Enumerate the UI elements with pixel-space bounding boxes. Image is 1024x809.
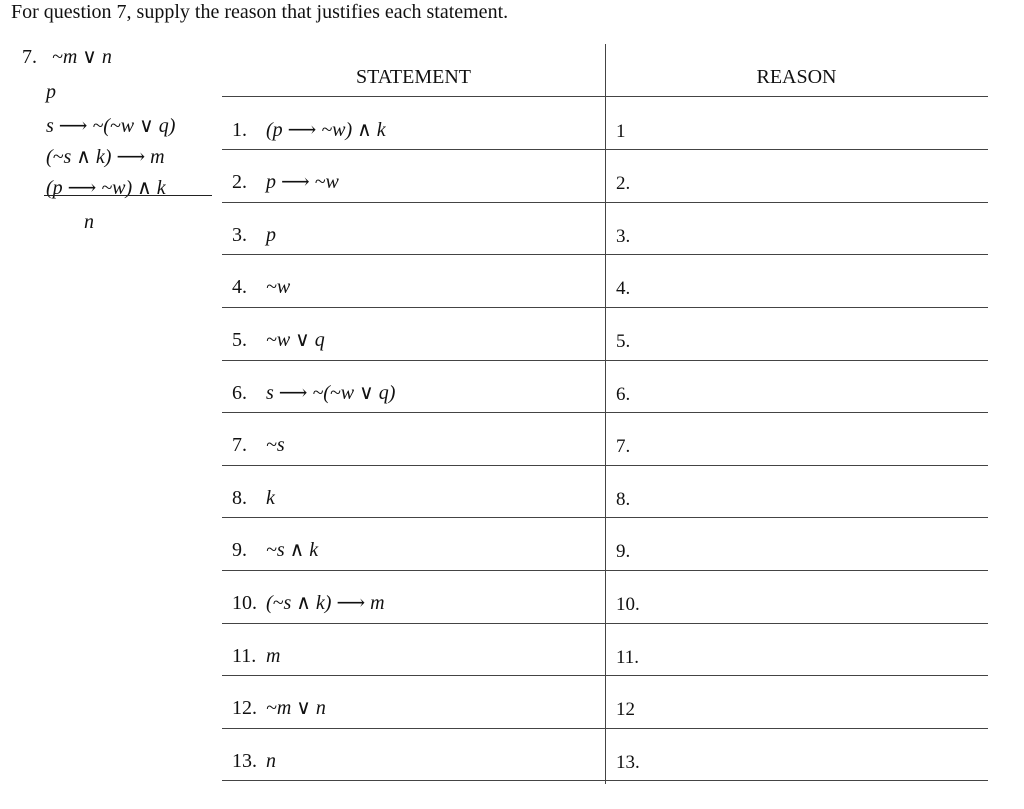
statement-number: 1. [232,118,247,141]
statement-number: 6. [232,381,247,404]
statement-cell [232,169,339,195]
statement-text: ~w ∨ q [266,329,325,351]
statement-cell [232,117,386,143]
statement-number: 10. [232,592,257,614]
statement-cell [232,327,325,353]
premise-2: p [46,81,56,103]
reason-cell[interactable]: 4. [616,278,631,300]
statement-cell [232,590,385,616]
statement-cell [232,380,395,406]
statement-text: k [266,486,275,509]
statement-number: 11. [232,644,257,667]
statement-text: s ⟶ ~(~w ∨ q) [266,381,396,404]
statement-cell [232,274,290,300]
statement-cell [232,485,275,511]
proof-table [222,44,988,784]
statement-text: n [266,749,276,772]
statement-number: 3. [232,223,247,246]
reason-cell[interactable]: 8. [616,488,631,510]
reason-cell[interactable]: 1 [616,120,626,142]
reason-cell[interactable]: 10. [616,594,640,615]
statement-cell [232,537,318,563]
conclusion-divider [44,195,212,196]
statement-cell [232,695,326,721]
statement-number: 2. [232,171,247,194]
statement-cell [232,432,285,458]
statement-text: p ⟶ ~w [266,171,339,194]
question-number-label: 7. [22,46,37,68]
statement-text: ~s [266,434,285,457]
statement-number: 12. [232,697,257,720]
statement-header: STATEMENT [355,66,472,88]
premises-block [22,44,212,244]
reason-cell[interactable]: 11. [616,646,640,668]
premise-5: (p ⟶ ~w) ∧ k [46,177,166,199]
reason-cell[interactable]: 13. [616,751,640,773]
reason-cell[interactable]: 5. [616,331,631,352]
statement-number: 13. [232,749,257,772]
reason-cell[interactable]: 9. [616,541,631,563]
statement-text: (~s ∧ k) ⟶ m [266,592,385,614]
statement-cell [232,748,276,774]
statement-number: 8. [232,486,247,509]
statement-text: m [266,644,281,667]
conclusion: n [84,211,94,233]
question-number [22,44,37,70]
statement-text: (p ⟶ ~w) ∧ k [266,118,386,141]
premise-3: s ⟶ ~(~w ∨ q) [46,115,176,137]
statement-number: 7. [232,434,247,457]
reason-cell[interactable]: 12 [616,699,635,721]
statement-cell [232,643,280,669]
statement-text: p [266,223,276,246]
column-divider [605,44,606,784]
instructions-text: For question 7, supply the reason that justifies each statement. [11,1,509,23]
statement-number: 9. [232,539,247,562]
statement-text: ~w [266,276,291,299]
premise-1: ~m ∨ n [52,46,112,68]
reason-cell[interactable]: 7. [616,436,631,458]
reason-cell[interactable]: 6. [616,383,631,405]
premise-4: (~s ∧ k) ⟶ m [46,146,165,168]
statement-text: ~s ∧ k [266,539,319,562]
statement-number: 5. [232,329,247,351]
statement-text: ~m ∨ n [266,697,326,720]
statement-number: 4. [232,276,247,299]
reason-header: REASON [756,66,837,88]
reason-cell[interactable]: 3. [616,225,631,247]
statement-cell [232,222,276,248]
reason-cell[interactable]: 2. [616,173,631,195]
